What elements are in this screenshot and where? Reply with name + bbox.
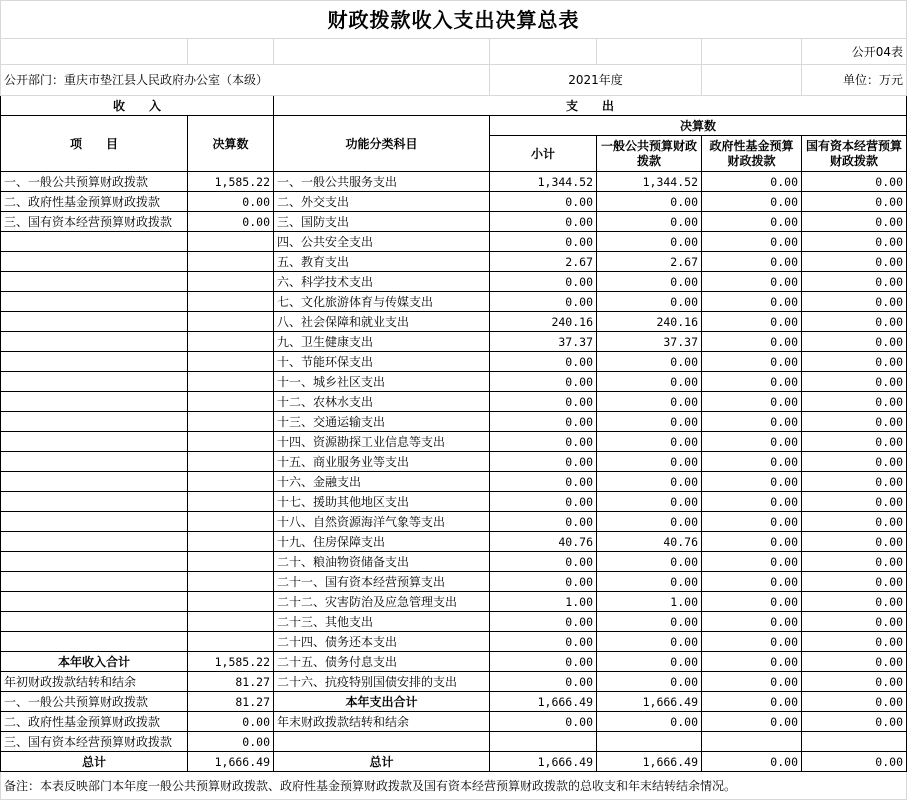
income-amount-cell: 0.00: [188, 212, 274, 232]
table-row: [1, 492, 907, 512]
income-item-cell: [1, 352, 188, 372]
state-capital-cell: 0.00: [802, 332, 907, 352]
expense-item-cell: 十二、农林水支出: [274, 392, 490, 412]
subtotal-cell: 0.00: [490, 372, 597, 392]
expense-item-cell: [274, 732, 490, 752]
general-budget-cell: 1,344.52: [597, 172, 702, 192]
table-row: [1, 692, 907, 712]
income-amount-cell: [188, 592, 274, 612]
subtotal-cell: 0.00: [490, 452, 597, 472]
state-capital-cell: 0.00: [802, 472, 907, 492]
income-amount-cell: [188, 252, 274, 272]
gov-fund-cell: 0.00: [702, 652, 802, 672]
subtotal-cell: 0.00: [490, 232, 597, 252]
expense-item-cell: 六、科学技术支出: [274, 272, 490, 292]
expense-item-cell: 十七、援助其他地区支出: [274, 492, 490, 512]
subtotal-cell: 0.00: [490, 632, 597, 652]
state-capital-cell: 0.00: [802, 372, 907, 392]
general-budget-cell: 0.00: [597, 232, 702, 252]
expense-item-cell: 二十三、其他支出: [274, 612, 490, 632]
income-item-cell: 三、国有资本经营预算财政拨款: [1, 212, 188, 232]
income-item-cell: [1, 232, 188, 252]
state-capital-cell: 0.00: [802, 752, 907, 772]
income-item-cell: [1, 372, 188, 392]
income-item-cell: 一、一般公共预算财政拨款: [1, 692, 188, 712]
table-row: [1, 732, 907, 752]
expense-item-cell: 十、节能环保支出: [274, 352, 490, 372]
expense-item-cell: 九、卫生健康支出: [274, 332, 490, 352]
subtotal-cell: 0.00: [490, 712, 597, 732]
expense-item-cell: 二十、粮油物资储备支出: [274, 552, 490, 572]
gov-fund-cell: 0.00: [702, 232, 802, 252]
general-budget-cell: 1.00: [597, 592, 702, 612]
income-amount-cell: 0.00: [188, 732, 274, 752]
subtotal-cell: 1.00: [490, 592, 597, 612]
income-amount-cell: 0.00: [188, 712, 274, 732]
state-capital-cell: 0.00: [802, 412, 907, 432]
gov-fund-cell: 0.00: [702, 332, 802, 352]
subtotal-cell: 0.00: [490, 552, 597, 572]
gov-fund-cell: 0.00: [702, 292, 802, 312]
state-capital-cell: 0.00: [802, 352, 907, 372]
func-class-header: 功能分类科目: [274, 116, 490, 172]
income-item-cell: [1, 432, 188, 452]
gov-fund-cell: 0.00: [702, 712, 802, 732]
gov-fund-cell: 0.00: [702, 612, 802, 632]
state-capital-cell: 0.00: [802, 712, 907, 732]
income-amount-cell: [188, 552, 274, 572]
table-row: [1, 412, 907, 432]
state-capital-cell: 0.00: [802, 432, 907, 452]
state-capital-cell: 0.00: [802, 532, 907, 552]
income-amount-cell: [188, 632, 274, 652]
income-item-cell: [1, 572, 188, 592]
expense-item-cell: 二十五、债务付息支出: [274, 652, 490, 672]
general-budget-cell: 0.00: [597, 492, 702, 512]
table-row: [1, 252, 907, 272]
expense-item-cell: 四、公共安全支出: [274, 232, 490, 252]
gov-fund-cell: 0.00: [702, 512, 802, 532]
expense-item-cell: 十四、资源勘探工业信息等支出: [274, 432, 490, 452]
general-budget-cell: 0.00: [597, 512, 702, 532]
gov-fund-cell: 0.00: [702, 552, 802, 572]
income-item-cell: [1, 332, 188, 352]
state-capital-cell: 0.00: [802, 552, 907, 572]
income-amount-cell: [188, 432, 274, 452]
state-capital-cell: 0.00: [802, 292, 907, 312]
state-capital-cell: 0.00: [802, 492, 907, 512]
general-budget-cell: [597, 732, 702, 752]
table-row: [1, 512, 907, 532]
table-row: [1, 352, 907, 372]
subtotal-cell: 0.00: [490, 352, 597, 372]
state-capital-cell: 0.00: [802, 672, 907, 692]
state-capital-cell: 0.00: [802, 252, 907, 272]
general-budget-header: 一般公共预算财政拨款: [597, 136, 702, 172]
general-budget-cell: 0.00: [597, 672, 702, 692]
income-amount-cell: [188, 372, 274, 392]
table-row: [1, 172, 907, 192]
table-row: [1, 332, 907, 352]
general-budget-cell: 0.00: [597, 412, 702, 432]
general-budget-cell: 0.00: [597, 292, 702, 312]
subtotal-cell: 0.00: [490, 512, 597, 532]
income-amount-cell: [188, 612, 274, 632]
expense-item-cell: 三、国防支出: [274, 212, 490, 232]
general-budget-cell: 0.00: [597, 452, 702, 472]
table-row: [1, 312, 907, 332]
state-capital-cell: 0.00: [802, 232, 907, 252]
income-item-cell: 三、国有资本经营预算财政拨款: [1, 732, 188, 752]
income-item-cell: [1, 452, 188, 472]
general-budget-cell: 2.67: [597, 252, 702, 272]
state-capital-cell: 0.00: [802, 592, 907, 612]
table-row: [1, 232, 907, 252]
general-budget-cell: 37.37: [597, 332, 702, 352]
table-row: [1, 472, 907, 492]
income-amount-cell: [188, 512, 274, 532]
table-row: [1, 592, 907, 612]
table-row: [1, 712, 907, 732]
subtotal-cell: 0.00: [490, 292, 597, 312]
table-row: [1, 272, 907, 292]
subtotal-cell: 40.76: [490, 532, 597, 552]
table-row: [1, 432, 907, 452]
subtotal-cell: 1,666.49: [490, 752, 597, 772]
income-item-cell: [1, 532, 188, 552]
general-budget-cell: 0.00: [597, 392, 702, 412]
table-row: [1, 632, 907, 652]
subtotal-cell: 0.00: [490, 392, 597, 412]
expense-item-cell: 七、文化旅游体育与传媒支出: [274, 292, 490, 312]
subtotal-cell: 0.00: [490, 672, 597, 692]
gov-fund-cell: 0.00: [702, 312, 802, 332]
expense-item-cell: 五、教育支出: [274, 252, 490, 272]
gov-fund-cell: 0.00: [702, 472, 802, 492]
income-amount-cell: [188, 352, 274, 372]
gov-fund-cell: 0.00: [702, 752, 802, 772]
income-item-cell: 二、政府性基金预算财政拨款: [1, 192, 188, 212]
subtotal-cell: 0.00: [490, 572, 597, 592]
gov-fund-cell: 0.00: [702, 252, 802, 272]
general-budget-cell: 0.00: [597, 352, 702, 372]
general-budget-cell: 40.76: [597, 532, 702, 552]
gov-fund-cell: 0.00: [702, 212, 802, 232]
subtotal-cell: 0.00: [490, 652, 597, 672]
income-item-cell: 二、政府性基金预算财政拨款: [1, 712, 188, 732]
expense-header: 支 出: [274, 96, 907, 116]
gov-fund-cell: 0.00: [702, 392, 802, 412]
general-budget-cell: 0.00: [597, 632, 702, 652]
gov-fund-cell: [702, 732, 802, 752]
income-item-cell: [1, 312, 188, 332]
general-budget-cell: 0.00: [597, 712, 702, 732]
expense-item-cell: 本年支出合计: [274, 692, 490, 712]
table-row: [1, 292, 907, 312]
income-amount-cell: [188, 272, 274, 292]
income-item-cell: 年初财政拨款结转和结余: [1, 672, 188, 692]
subtotal-header: 小计: [490, 136, 597, 172]
expense-item-cell: 二十六、抗疫特别国债安排的支出: [274, 672, 490, 692]
income-amount-cell: [188, 572, 274, 592]
expense-item-cell: 十三、交通运输支出: [274, 412, 490, 432]
general-budget-cell: 0.00: [597, 652, 702, 672]
settlement-header: 决算数: [490, 116, 907, 136]
income-item-cell: [1, 492, 188, 512]
expense-item-cell: 二十一、国有资本经营预算支出: [274, 572, 490, 592]
income-item-cell: 一、一般公共预算财政拨款: [1, 172, 188, 192]
general-budget-cell: 240.16: [597, 312, 702, 332]
state-capital-cell: [802, 732, 907, 752]
table-row: [1, 572, 907, 592]
gov-fund-cell: 0.00: [702, 692, 802, 712]
gov-fund-cell: 0.00: [702, 632, 802, 652]
general-budget-cell: 0.00: [597, 472, 702, 492]
income-amount-cell: [188, 392, 274, 412]
income-amount-cell: 1,666.49: [188, 752, 274, 772]
table-row: [1, 392, 907, 412]
income-item-cell: 本年收入合计: [1, 652, 188, 672]
income-amount-cell: [188, 412, 274, 432]
state-capital-cell: 0.00: [802, 172, 907, 192]
income-item-cell: [1, 632, 188, 652]
amount-header: 决算数: [188, 116, 274, 172]
income-amount-cell: [188, 472, 274, 492]
expense-item-cell: 一、一般公共服务支出: [274, 172, 490, 192]
gov-fund-cell: 0.00: [702, 352, 802, 372]
expense-item-cell: 年末财政拨款结转和结余: [274, 712, 490, 732]
state-capital-cell: 0.00: [802, 452, 907, 472]
income-amount-cell: [188, 532, 274, 552]
table-row: [1, 652, 907, 672]
income-amount-cell: [188, 452, 274, 472]
footnote: 备注：本表反映部门本年度一般公共预算财政拨款、政府性基金预算财政拨款及国有资本经营预算财政拨款的总收支和年末结转结余情况。: [1, 772, 907, 800]
income-item-cell: [1, 512, 188, 532]
gov-fund-cell: 0.00: [702, 412, 802, 432]
gov-fund-cell: 0.00: [702, 532, 802, 552]
expense-item-cell: 八、社会保障和就业支出: [274, 312, 490, 332]
state-capital-cell: 0.00: [802, 392, 907, 412]
income-amount-cell: 0.00: [188, 192, 274, 212]
gov-fund-header: 政府性基金预算财政拨款: [702, 136, 802, 172]
table-row: [1, 212, 907, 232]
subtotal-cell: 2.67: [490, 252, 597, 272]
income-amount-cell: [188, 292, 274, 312]
general-budget-cell: 0.00: [597, 552, 702, 572]
state-capital-cell: 0.00: [802, 652, 907, 672]
subtotal-cell: 240.16: [490, 312, 597, 332]
table-row: [1, 552, 907, 572]
table-row: [1, 752, 907, 772]
state-capital-cell: 0.00: [802, 312, 907, 332]
general-budget-cell: 1,666.49: [597, 752, 702, 772]
expense-item-cell: 十五、商业服务业等支出: [274, 452, 490, 472]
subtotal-cell: 0.00: [490, 272, 597, 292]
income-item-cell: [1, 552, 188, 572]
unit-label: 单位：万元: [802, 65, 907, 96]
state-capital-header: 国有资本经营预算财政拨款: [802, 136, 907, 172]
income-header: 收 入: [1, 96, 274, 116]
income-amount-cell: 81.27: [188, 672, 274, 692]
gov-fund-cell: 0.00: [702, 572, 802, 592]
subtotal-cell: 37.37: [490, 332, 597, 352]
expense-item-cell: 十六、金融支出: [274, 472, 490, 492]
expense-item-cell: 二十四、债务还本支出: [274, 632, 490, 652]
income-amount-cell: [188, 492, 274, 512]
form-code: 公开04表: [802, 39, 907, 65]
general-budget-cell: 0.00: [597, 572, 702, 592]
gov-fund-cell: 0.00: [702, 192, 802, 212]
income-item-cell: 总计: [1, 752, 188, 772]
table-row: [1, 452, 907, 472]
general-budget-cell: 0.00: [597, 212, 702, 232]
expense-item-cell: 十一、城乡社区支出: [274, 372, 490, 392]
state-capital-cell: 0.00: [802, 692, 907, 712]
income-amount-cell: 81.27: [188, 692, 274, 712]
income-item-cell: [1, 292, 188, 312]
state-capital-cell: 0.00: [802, 272, 907, 292]
gov-fund-cell: 0.00: [702, 432, 802, 452]
income-amount-cell: 1,585.22: [188, 172, 274, 192]
gov-fund-cell: 0.00: [702, 272, 802, 292]
income-amount-cell: 1,585.22: [188, 652, 274, 672]
state-capital-cell: 0.00: [802, 192, 907, 212]
state-capital-cell: 0.00: [802, 512, 907, 532]
general-budget-cell: 0.00: [597, 372, 702, 392]
income-amount-cell: [188, 332, 274, 352]
income-item-cell: [1, 392, 188, 412]
general-budget-cell: 0.00: [597, 432, 702, 452]
gov-fund-cell: 0.00: [702, 672, 802, 692]
gov-fund-cell: 0.00: [702, 452, 802, 472]
income-amount-cell: [188, 232, 274, 252]
report-title: 财政拨款收入支出决算总表: [1, 1, 907, 39]
subtotal-cell: 0.00: [490, 412, 597, 432]
subtotal-cell: 0.00: [490, 212, 597, 232]
state-capital-cell: 0.00: [802, 632, 907, 652]
income-item-cell: [1, 592, 188, 612]
general-budget-cell: 0.00: [597, 192, 702, 212]
subtotal-cell: 0.00: [490, 432, 597, 452]
general-budget-cell: 1,666.49: [597, 692, 702, 712]
state-capital-cell: 0.00: [802, 212, 907, 232]
gov-fund-cell: 0.00: [702, 592, 802, 612]
income-item-cell: [1, 412, 188, 432]
gov-fund-cell: 0.00: [702, 372, 802, 392]
subtotal-cell: 1,666.49: [490, 692, 597, 712]
gov-fund-cell: 0.00: [702, 172, 802, 192]
expense-item-cell: 总计: [274, 752, 490, 772]
income-item-cell: [1, 472, 188, 492]
fiscal-year: 2021年度: [490, 65, 702, 96]
subtotal-cell: 0.00: [490, 492, 597, 512]
expense-item-cell: 十八、自然资源海洋气象等支出: [274, 512, 490, 532]
state-capital-cell: 0.00: [802, 572, 907, 592]
table-row: [1, 192, 907, 212]
subtotal-cell: 0.00: [490, 472, 597, 492]
expense-item-cell: 二、外交支出: [274, 192, 490, 212]
income-item-cell: [1, 612, 188, 632]
table-row: [1, 532, 907, 552]
department-label: 公开部门：重庆市垫江县人民政府办公室（本级）: [1, 65, 490, 96]
subtotal-cell: 0.00: [490, 612, 597, 632]
state-capital-cell: 0.00: [802, 612, 907, 632]
general-budget-cell: 0.00: [597, 272, 702, 292]
table-row: [1, 672, 907, 692]
general-budget-cell: 0.00: [597, 612, 702, 632]
income-amount-cell: [188, 312, 274, 332]
expense-item-cell: 十九、住房保障支出: [274, 532, 490, 552]
table-row: [1, 372, 907, 392]
subtotal-cell: [490, 732, 597, 752]
income-item-cell: [1, 252, 188, 272]
subtotal-cell: 0.00: [490, 192, 597, 212]
expense-item-cell: 二十二、灾害防治及应急管理支出: [274, 592, 490, 612]
item-header: 项 目: [1, 116, 188, 172]
subtotal-cell: 1,344.52: [490, 172, 597, 192]
gov-fund-cell: 0.00: [702, 492, 802, 512]
table-row: [1, 612, 907, 632]
income-item-cell: [1, 272, 188, 292]
